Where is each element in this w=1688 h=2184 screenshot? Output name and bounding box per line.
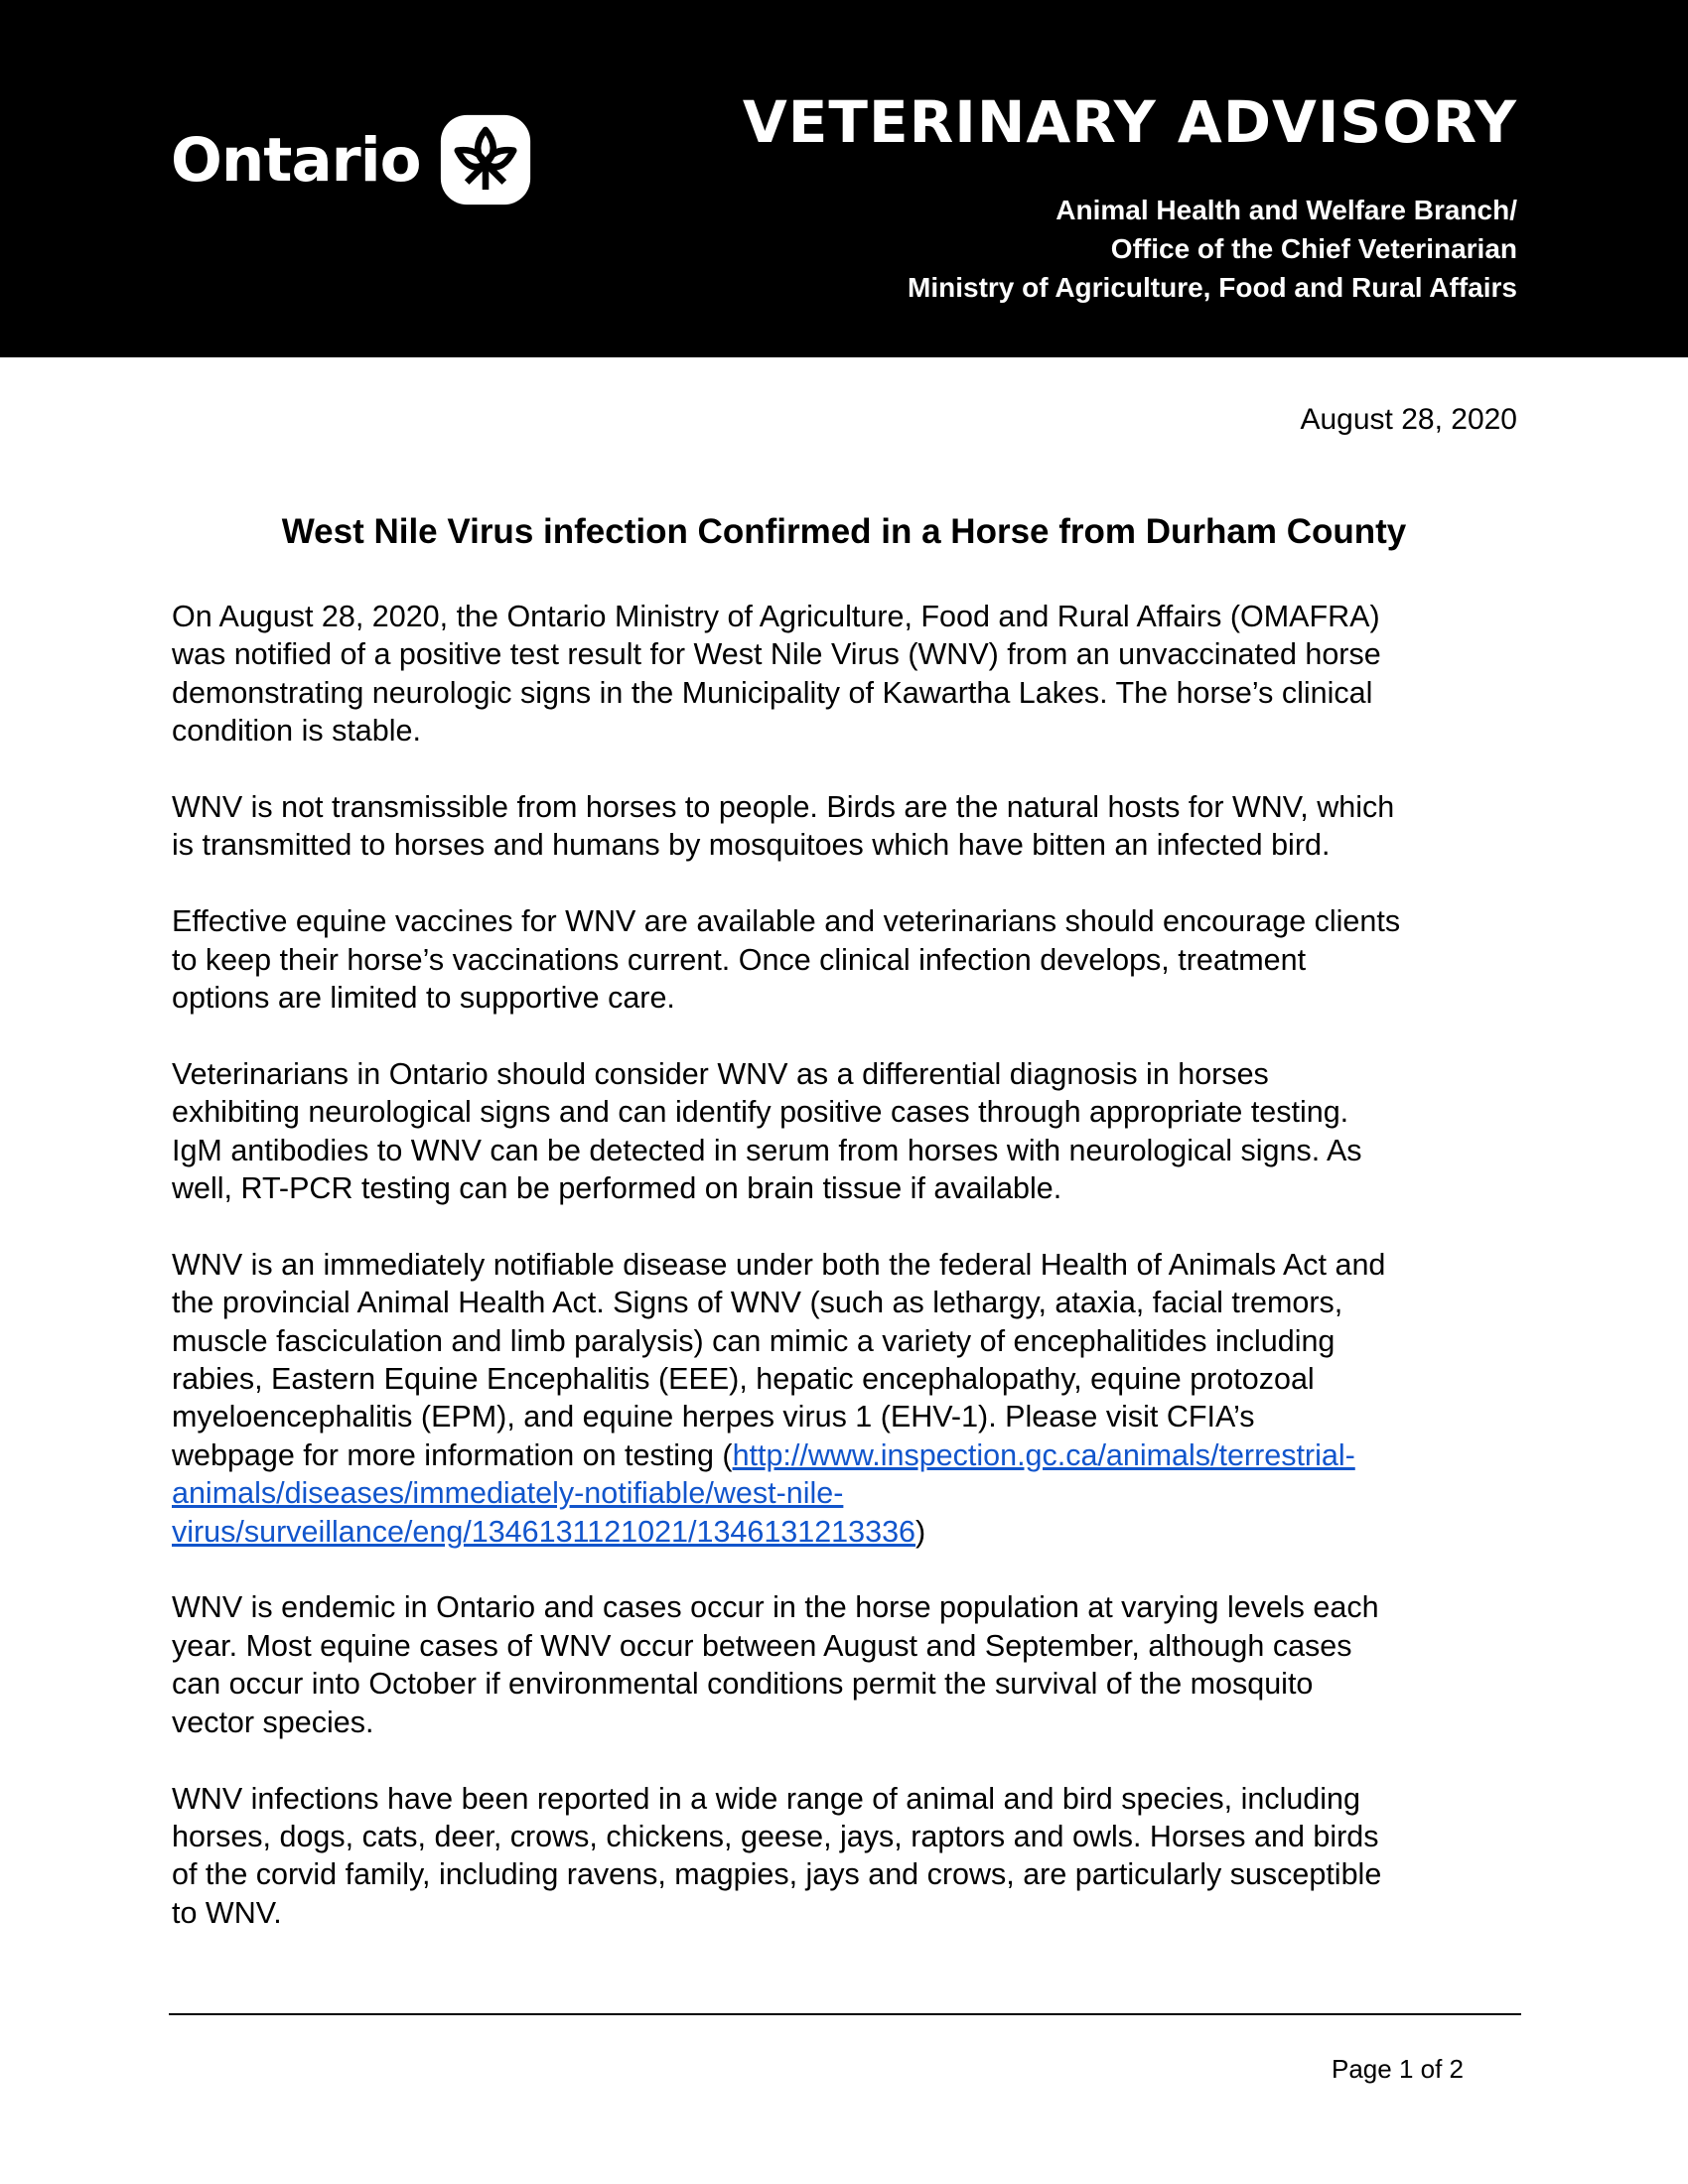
paragraph-endemic [172,1588,1542,1741]
text-line: WNV is endemic in Ontario and cases occur in the horse population at varying levels each [172,1590,1379,1625]
branch-line: Ministry of Agriculture, Food and Rural Affairs [908,272,1517,303]
text-line: rabies, Eastern Equine Encephalitis (EEE), hepatic encephalopathy, equine protozoal [172,1362,1315,1397]
text-line: to WNV. [172,1895,282,1930]
text-line: to keep their horse’s vaccinations current. Once clinical infection develops, treatment [172,942,1307,977]
text-line: muscle fasciculation and limb paralysis) can mimic a variety of encephalitides including [172,1323,1336,1358]
cfia-link-continued[interactable]: animals/diseases/immediately-notifiable/west-nile- [172,1476,844,1511]
text-line: options are limited to supportive care. [172,981,675,1016]
ontario-trillium-icon [439,113,532,206]
text-line: exhibiting neurological signs and can identify positive cases through appropriate testing. [172,1095,1349,1130]
paragraph-species [172,1780,1542,1933]
logo-wordmark: Ontario [171,124,421,196]
ontario-logo [171,113,532,206]
text-line: IgM antibodies to WNV can be detected in serum from horses with neurological signs. As [172,1133,1362,1167]
footer-divider [169,2013,1521,2015]
text-line: WNV infections have been reported in a wide range of animal and bird species, including [172,1781,1360,1816]
text-line: horses, dogs, cats, deer, crows, chickens, geese, jays, raptors and owls. Horses and birds [172,1819,1379,1853]
advisory-headline: West Nile Virus infection Confirmed in a Horse from Durham County [281,512,1407,551]
branch-info [908,191,1517,307]
text-line: demonstrating neurologic signs in the Municipality of Kawartha Lakes. The horse’s clinical [172,675,1373,710]
text-line: vector species. [172,1705,374,1739]
text-line: is transmitted to horses and humans by mosquitoes which have bitten an infected bird. [172,828,1331,863]
branch-line: Animal Health and Welfare Branch/ [1055,195,1517,225]
link-tail-text: ) [915,1514,926,1549]
text-line [172,1513,1542,1551]
paragraph-notification [172,598,1542,751]
advisory-date: August 28, 2020 [1300,403,1517,436]
paragraph-vaccines [172,902,1542,1017]
paragraph-notifiable [172,1246,1542,1551]
text-line: condition is stable. [172,714,421,749]
text-line [172,1474,1542,1512]
text-line: the provincial Animal Health Act. Signs of WNV (such as lethargy, ataxia, facial tremors, [172,1286,1343,1320]
cfia-link-continued[interactable]: virus/surveillance/eng/1346131121021/1346131213336 [172,1514,915,1549]
advisory-body [172,598,1542,1971]
text-line: WNV is not transmissible from horses to people. Birds are the natural hosts for WNV, which [172,790,1395,825]
text-line: well, RT-PCR testing can be performed on brain tissue if available. [172,1171,1062,1206]
header-banner [0,0,1688,357]
text-line: can occur into October if environmental conditions permit the survival of the mosquito [172,1667,1314,1702]
text-line: On August 28, 2020, the Ontario Ministry of Agriculture, Food and Rural Affairs (OMAFRA) [172,600,1380,633]
link-lead-text: webpage for more information on testing ( [172,1437,733,1472]
text-line: was notified of a positive test result for West Nile Virus (WNV) from an unvaccinated horse [172,637,1381,672]
paragraph-transmission [172,788,1542,865]
text-line: Effective equine vaccines for WNV are available and veterinarians should encourage clients [172,904,1401,939]
page-number: Page 1 of 2 [1332,2054,1464,2084]
text-line [172,1436,1542,1474]
text-line: of the corvid family, including ravens, magpies, jays and crows, are particularly susceptible [172,1857,1382,1892]
cfia-link[interactable]: http://www.inspection.gc.ca/animals/terrestrial- [732,1437,1355,1472]
paragraph-diagnosis [172,1055,1542,1208]
branch-line: Office of the Chief Veterinarian [1110,233,1517,264]
advisory-title: VETERINARY ADVISORY [742,88,1517,156]
text-line: year. Most equine cases of WNV occur between August and September, although cases [172,1628,1352,1663]
text-line: myeloencephalitis (EPM), and equine herpes virus 1 (EHV-1). Please visit CFIA’s [172,1400,1255,1434]
text-line: Veterinarians in Ontario should consider WNV as a differential diagnosis in horses [172,1056,1269,1091]
text-line: WNV is an immediately notifiable disease under both the federal Health of Animals Act and [172,1247,1386,1282]
